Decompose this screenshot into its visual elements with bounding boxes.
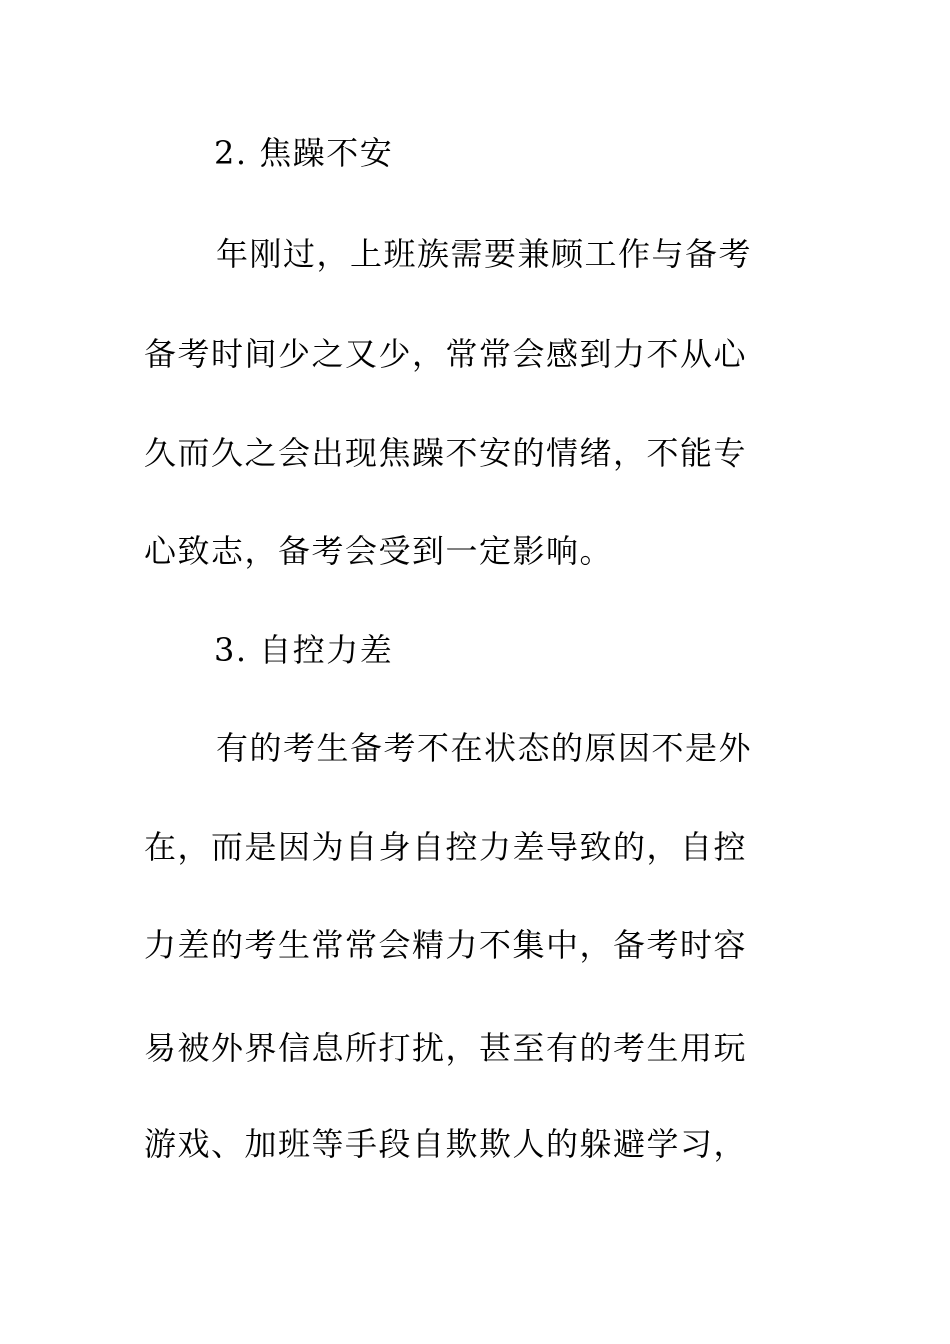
section-3-line-5: 游戏、加班等手段自欺欺人的躲避学习， [144,1125,748,1163]
section-3-heading: 3. 自控力差 [214,631,394,669]
section-2-line-1: 年刚过，上班族需要兼顾工作与备考 [216,235,753,273]
section-3-line-2: 在，而是因为自身自控力差导致的，自控 [144,828,748,866]
section-2-heading: 2. 焦躁不安 [214,134,394,172]
section-3-line-1: 有的考生备考不在状态的原因不是外 [216,729,753,767]
section-3-line-4: 易被外界信息所打扰，甚至有的考生用玩 [144,1029,748,1067]
section-2-line-2: 备考时间少之又少，常常会感到力不从心 [144,335,748,373]
section-2-line-4: 心致志，备考会受到一定影响。 [144,532,614,570]
section-3-line-3: 力差的考生常常会精力不集中，备考时容 [144,926,748,964]
section-2-line-3: 久而久之会出现焦躁不安的情绪，不能专 [144,434,748,472]
